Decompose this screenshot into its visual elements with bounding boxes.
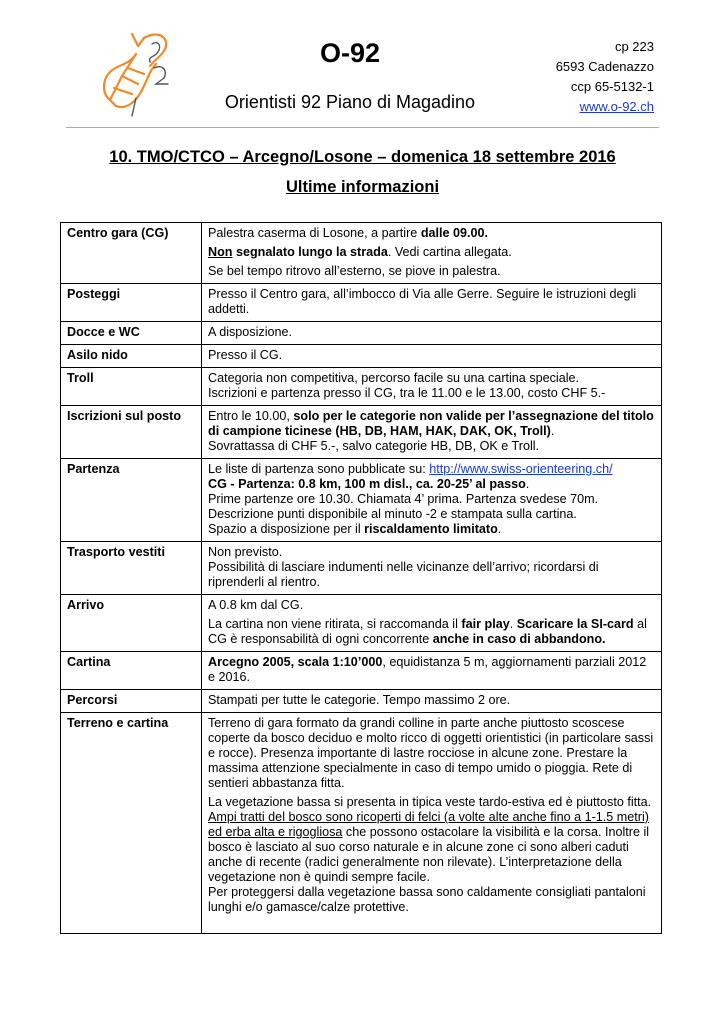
troll-line: Categoria non competitiva, percorso facile su una cartina speciale. — [208, 371, 580, 385]
trasporto-line: Possibilità di lasciare indumenti nelle vicinanze dell’arrivo; ricordarsi di riprenderli al rientro. — [208, 560, 599, 589]
row-value: A disposizione. — [202, 322, 662, 345]
row-value: Presso il CG. — [202, 345, 662, 368]
terreno-text: La vegetazione bassa si presenta in tipica veste tardo-estiva ed è piuttosto fitta. — [208, 795, 652, 809]
row-value — [202, 459, 662, 542]
arrivo-abandon: anche in caso di abbandono. — [432, 632, 606, 646]
table-row — [61, 713, 662, 934]
arrivo-distance: A 0.8 km dal CG. — [208, 598, 304, 612]
row-label: Trasporto vestiti — [61, 542, 202, 595]
website-link[interactable]: www.o-92.ch — [579, 99, 654, 114]
cartina-map: Arcegno 2005, scala 1:10’000 — [208, 655, 383, 669]
row-label: Centro gara (CG) — [61, 223, 202, 284]
partenza-text: . — [525, 477, 530, 491]
row-label: Cartina — [61, 652, 202, 690]
row-value: Presso il Centro gara, all’imbocco di Via alle Gerre. Seguire le istruzioni degli addetti. — [202, 284, 662, 322]
table-row — [61, 459, 662, 542]
row-value — [202, 406, 662, 459]
iscrizioni-surcharge: Sovrattassa di CHF 5.-, salvo categorie HB, DB, OK e Troll. — [208, 439, 540, 453]
arrivo-text: La cartina non viene ritirata, si raccomanda il — [208, 617, 462, 631]
info-table — [60, 222, 662, 934]
club-logo — [92, 24, 182, 124]
table-row — [61, 595, 662, 652]
partenza-text: Le liste di partenza sono pubblicate su: — [208, 462, 430, 476]
centro-non: Non — [208, 245, 233, 259]
arrivo-sicard: Scaricare la SI-card — [516, 617, 634, 631]
row-value — [202, 713, 662, 934]
org-code: O-92 — [319, 38, 381, 68]
org-name: Orientisti 92 Piano di Magadino — [224, 92, 476, 112]
row-label: Arrivo — [61, 595, 202, 652]
partenza-text: . — [497, 522, 502, 536]
start-list-link[interactable]: http://www.swiss-orienteering.ch/ — [429, 462, 613, 476]
partenza-distance: CG - Partenza: 0.8 km, 100 m disl., ca. 20-25’ al passo — [208, 477, 526, 491]
row-label: Iscrizioni sul posto — [61, 406, 202, 459]
partenza-warmup: riscaldamento limitato — [364, 522, 498, 536]
iscrizioni-text: Entro le 10.00, — [208, 409, 294, 423]
centro-map-note: . Vedi cartina allegata. — [387, 245, 512, 259]
cartina-text: , equidistanza 5 m, aggiornamenti parziali 2012 e 2016. — [208, 655, 647, 684]
partenza-times: Prime partenze ore 10.30. Chiamata 4’ prima. Partenza svedese 70m. — [208, 492, 599, 506]
arrivo-fairplay: fair play — [461, 617, 510, 631]
centro-weather: Se bel tempo ritrovo all’esterno, se piove in palestra. — [208, 264, 501, 278]
terreno-ferns: Ampi tratti del bosco sono ricoperti di felci (a volte alte anche fino a 1-1.5 metri) ed erba alta e rigogliosa — [208, 810, 649, 839]
document-title: 10. TMO/CTCO – Arcegno/Losone – domenica 18 settembre 2016 — [109, 148, 616, 166]
row-label: Percorsi — [61, 690, 202, 713]
contact-address: 6593 Cadenazzo — [555, 59, 654, 74]
table-row — [61, 690, 662, 713]
row-label: Docce e WC — [61, 322, 202, 345]
table-row — [61, 223, 662, 284]
table-row — [61, 345, 662, 368]
arrivo-text: al CG è responsabilità di ogni concorrente — [208, 617, 647, 646]
table-row — [61, 542, 662, 595]
row-label: Troll — [61, 368, 202, 406]
terreno-paragraph: Terreno di gara formato da grandi colline in parte anche piuttosto scoscese coperte da bosco deciduo e molto ricco di oggetti orientistici (in particolare sassi e rocce). Presenza importante di lastre rocciose in alcune zone. Prestare la massima attenzione specialmente in caso di tempo umido o pioggia. Rete di sentieri abbastanza fitta. — [208, 716, 654, 790]
header-divider — [66, 127, 659, 128]
table-row — [61, 406, 662, 459]
row-value: Stampati per tutte le categorie. Tempo massimo 2 ore. — [202, 690, 662, 713]
row-value — [202, 368, 662, 406]
table-row — [61, 652, 662, 690]
row-value — [202, 652, 662, 690]
row-value — [202, 595, 662, 652]
partenza-description: Descrizione punti disponibile al minuto -2 e stampata sulla cartina. — [208, 507, 577, 521]
arrivo-text: . — [509, 617, 517, 631]
contact-account: ccp 65-5132-1 — [570, 79, 654, 94]
trasporto-line: Non previsto. — [208, 545, 283, 559]
centro-signage: segnalato lungo la strada — [232, 245, 388, 259]
troll-line: Iscrizioni e partenza presso il CG, tra le 11.00 e le 13.00, costo CHF 5.- — [208, 386, 606, 400]
table-row — [61, 284, 662, 322]
terreno-advice: Per proteggersi dalla vegetazione bassa sono caldamente consigliati pantaloni lunghi e/o gamasce/calze protettive. — [208, 885, 646, 914]
table-row — [61, 368, 662, 406]
centro-text: Palestra caserma di Losone, a partire — [208, 226, 421, 240]
iscrizioni-text: . — [550, 424, 555, 438]
centro-time: dalle 09.00. — [420, 226, 489, 240]
row-label: Posteggi — [61, 284, 202, 322]
row-value — [202, 223, 662, 284]
contact-block — [556, 37, 654, 117]
terreno-text: che possono ostacolare la visibilità e la corsa. Inoltre il bosco è lasciato al suo corso naturale e in alcune zone ci sono alberi caduti anche di recente (radici generalmente non rilevate). L’interpretazione della vegetazione non è quindi sempre facile. — [208, 825, 650, 884]
table-row — [61, 322, 662, 345]
partenza-text: Spazio a disposizione per il — [208, 522, 365, 536]
row-value — [202, 542, 662, 595]
iscrizioni-categories: solo per le categorie non valide per l’assegnazione del titolo di campione ticinese (HB, DB, HAM, HAK, DAK, OK, Troll) — [208, 409, 654, 438]
document-subtitle: Ultime informazioni — [285, 178, 440, 196]
row-label: Partenza — [61, 459, 202, 542]
row-label: Asilo nido — [61, 345, 202, 368]
contact-postbox: cp 223 — [614, 39, 654, 54]
row-label: Terreno e cartina — [61, 713, 202, 934]
